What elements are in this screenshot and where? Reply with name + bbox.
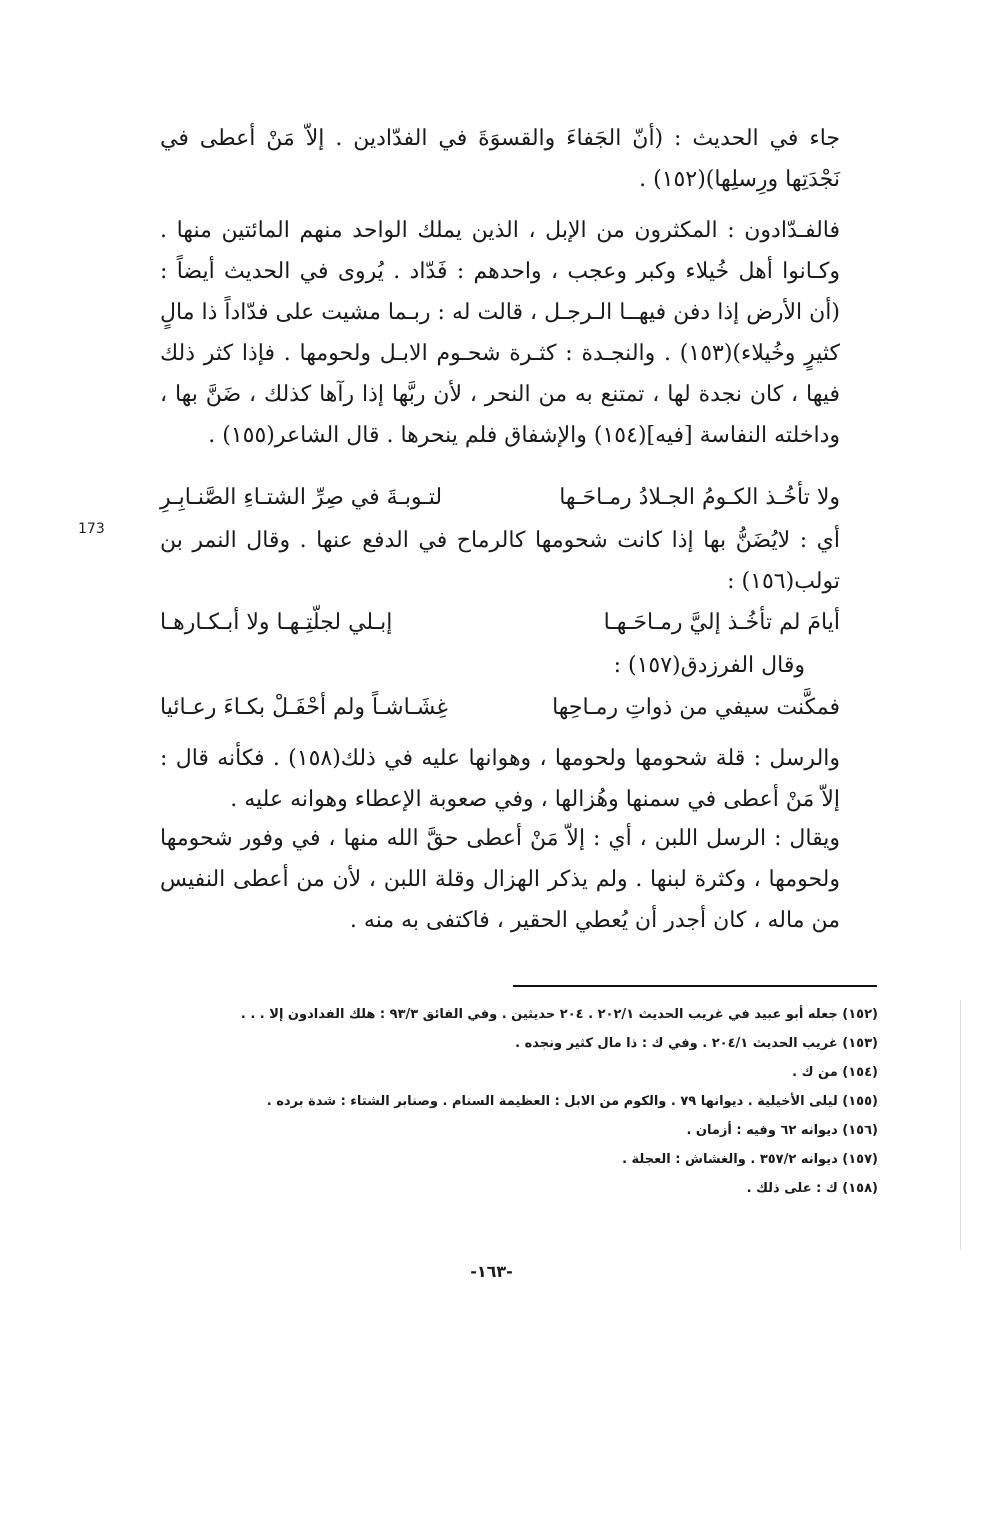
footnote-156: (١٥٦) ديوانه ٦٢ وفيه : أزمان . bbox=[686, 1123, 878, 1138]
verse-1-second-hemistich: لتـوبـةَ في صِرِّ الشتـاءِ الصَّنـابِـرِ bbox=[160, 485, 443, 510]
footnote-158: (١٥٨) ك : على ذلك . bbox=[746, 1181, 878, 1196]
footnotes bbox=[230, 1000, 878, 1203]
verse-3-first-hemistich: فمكَّنت سيفي من ذواتِ رمـاحِها bbox=[552, 695, 840, 720]
footnote-154: (١٥٤) من ك . bbox=[792, 1065, 878, 1080]
footnote-157: (١٥٧) ديوانه ٣٥٧/٢ . والغشاش : العجلة . bbox=[622, 1152, 878, 1167]
paragraph-5: والرسل : قلة شحومها ولحومها ، وهوانها عليه في ذلك(١٥٨) . فكأنه قال : إلاّ مَنْ أعطى في سمنها وهُزالها ، وفي صعوبة الإعطاء وهوانه عليه . bbox=[160, 746, 841, 812]
paragraph-3: أي : لايُضَنُّ بها إذا كانت شحومها كالرماح في الدفع عنها . وقال النمر بن تولب(١٥٦) : bbox=[160, 528, 840, 594]
footnote-separator bbox=[513, 985, 877, 987]
paragraph-1: جاء في الحديث : (أنّ الجَفاءَ والقسوَةَ في الفدّادين . إلاّ مَنْ أعطى في نَجْدَتِها ورِسلِها)(١٥٢) . bbox=[160, 126, 840, 192]
paragraph-2: فالفـدّادون : المكثرون من الإبل ، الذين يملك الواحد منهم المائتين منها . وكـانوا أهل خُيلاء وكبر وعجب ، واحدهم : فَدّاد . يُروى في الحديث أيضاً : (أن الأرض إذا دفن فيهــا الـرجـل ، قالت له : ربـما مشيت على فدّاداً ذا مالٍ كثيرٍ وخُيلاء)(١٥٣) . والنجـدة : كثـرة شحـوم الابـل ولحومها . فإذا كثر ذلك فيها ، كان نجدة لها ، تمتنع به من النحر ، لأن ربَّها إذا رآها كذلك ، ضَنَّ بها ، وداخلته النفاسة [فيه](١٥٤) والإشفاق فلم ينحرها . قال الشاعر(١٥٥) . bbox=[160, 218, 841, 448]
paragraph-4: وقال الفرزدق(١٥٧) : bbox=[613, 653, 805, 678]
verse-3-second-hemistich: غِشَـاشـاً ولم أحْفَـلْ بكـاءَ رعـائيا bbox=[160, 695, 448, 720]
paragraph-6: ويقال : الرسل اللبن ، أي : إلاّ مَنْ أعطى حقَّ الله منها ، في وفور شحومها ولحومها ، وكثرة لبنها . ولم يذكر الهزال وقلة اللبن ، لأن من أعطى النفيس من ماله ، كان أجدر أن يُعطي الحقير ، فاكتفى به منه . bbox=[160, 826, 840, 933]
verse-2-first-hemistich: أيامَ لم تأخُـذ إليَّ رمـاحَـهـا bbox=[603, 610, 840, 635]
footnote-152: (١٥٢) جعله أبو عبيد في غريب الحديث ٢٠٢/١ . ٢٠٤ حديثين . وفي الفائق ٩٣/٣ : هلك الفدادون إلا . . . bbox=[240, 1007, 878, 1022]
main-text bbox=[160, 118, 840, 466]
paragraph-3-block bbox=[160, 520, 840, 612]
footnote-153: (١٥٣) غريب الحديث ٢٠٤/١ . وفي ك : ذا مال كثير ونجده . bbox=[515, 1036, 878, 1051]
margin-page-number: 173 bbox=[78, 521, 105, 537]
scan-artifact-line bbox=[960, 1000, 961, 1250]
verse-2-second-hemistich: إبـلي لجلّتِـهـا ولا أبـكـارهـا bbox=[160, 610, 393, 635]
verse-1-first-hemistich: ولا تأخُـذ الكـومُ الجـلادُ رمـاحَـها bbox=[559, 485, 840, 510]
paragraph-5-block bbox=[160, 738, 840, 830]
footnote-155: (١٥٥) ليلى الأخيلية . ديوانها ٧٩ . والكوم من الابل : العظيمة السنام . وصنابر الشتاء : شدة برده . bbox=[266, 1094, 878, 1109]
page-number: -١٦٣- bbox=[470, 1262, 513, 1281]
paragraph-6-block bbox=[160, 818, 840, 951]
